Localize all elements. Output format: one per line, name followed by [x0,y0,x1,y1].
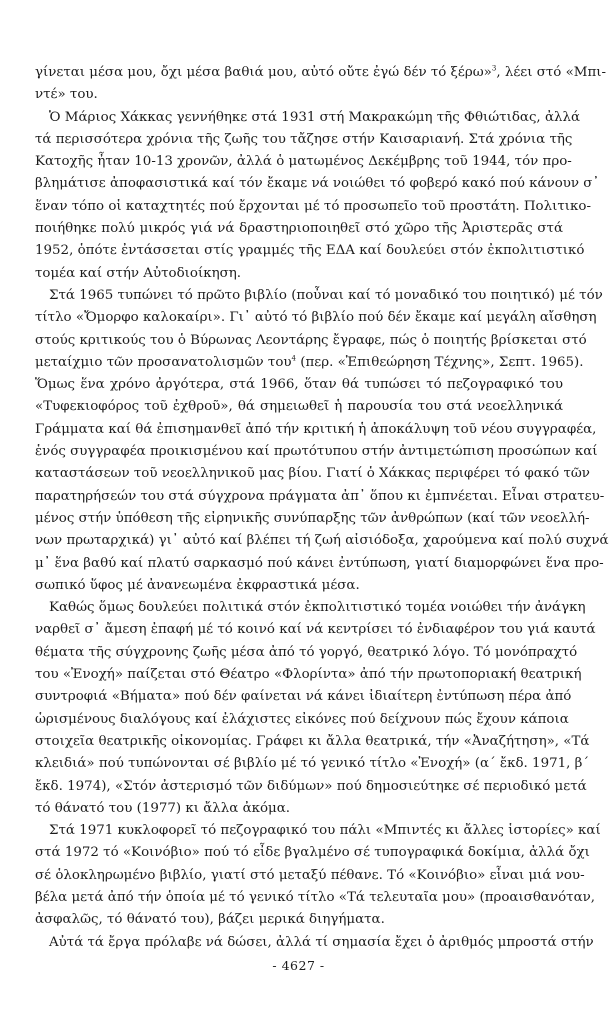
text-line [35,597,586,619]
text-run: τίτλο «Ὄμορφο καλοκαίρι». Γι᾽ αὐτό τό βιβλίο πού δέν ἔκαμε καί μεγάλη αἴσθηση [35,310,597,326]
text-run: ἀσφαλῶς, τό θάνατό του), βάζει μερικά διηγήματα. [35,912,385,928]
text-run: μεταίχμιο τῶν προσανατολισμῶν του [35,354,292,370]
text-line [35,820,601,842]
text-run: τό θάνατό του (1977) κι ἄλλα ἀκόμα. [35,800,291,816]
text-run: ντέ» του. [35,87,98,103]
text-line [35,686,572,708]
paragraph [35,107,600,285]
text-line [35,218,563,240]
text-run: του «Ἐνοχή» παίζεται στό Θέατρο «Φλορίντα» ἀπό τήν πρωτοποριακή θεατρική [35,667,582,683]
text-run: μ᾽ ἕνα βαθύ καί πλατύ σαρκασμό πού κάνει ἐντύπωση, γιατί διαμορφώνει ἕνα προ- [35,555,604,571]
text-run: , λέει στό «Μπι- [496,65,607,80]
paragraph [35,285,609,597]
text-run: κλειδιά» πού τυπώνονται σέ βιβλίο μέ τό γενικό τίτλο «Ἐνοχή» (α΄ ἔκδ. 1971, β΄ [35,756,590,772]
text-line [35,374,563,396]
text-line [35,932,594,954]
text-run: Ὁ Μάριος Χάκκας γεννήθηκε στά 1931 στή Μακρακώμη τῆς Φθιώτιδας, ἀλλά [49,109,581,125]
text-run: στά 1972 τό «Κοινόβιο» πού τό εἶδε βγαλμένο σέ τυπογραφικά δοκίμια, ἀλλά ὄχι [35,845,590,861]
text-line [35,419,597,441]
text-run: ὡρισμένους διαλόγους καί ἐλάχιστες εἰκόνες πού δείχνουν πώς ἔχουν κάποια [35,711,569,727]
text-line [35,441,598,463]
text-run: καταστάσεων τοῦ νεοελληνικοῦ μας βίου. Γιατί ὁ Χάκκας περιφέρει τό φακό τῶν [35,466,590,482]
footnote-marker: 4 [291,354,296,363]
text-run: ἕναν τόπο οἱ καταχτητές πού ἔρχονται μέ τό προσωπεῖο τοῦ προστάτη. Πολιτικο- [35,198,591,214]
text-line [35,887,596,909]
text-line [35,776,587,798]
text-line [35,486,605,508]
text-line [35,798,563,820]
text-run: Γράμματα καί θά ἐπισημανθεῖ ἀπό τήν κριτική ἡ ἀποκάλυψη τοῦ νέου συγγραφέα, [35,421,597,437]
text-line [35,508,590,530]
text-line [35,285,603,307]
text-line [35,240,585,262]
text-line [35,330,587,352]
text-line [35,909,563,931]
text-run: βέλα μετά ἀπό τήν ὁποία μέ τό γενικό τίτλο «Τά τελευταῖα μου» (προαισθανόταν, [35,889,596,905]
text-line [35,575,563,597]
text-run: βλημάτισε ἀποφασιστικά καί τόν ἔκαμε νά νοιώθει τό φοβερό κακό πού κάνουν σ᾽ [35,176,600,192]
body-text [35,62,609,954]
text-run: στούς κριτικούς του ὁ Βύρωνας Λεοντάρης ἔγραφε, πώς ὁ ποιητής βρίσκεται στό [35,332,587,348]
text-line [35,307,597,329]
text-run: Καθώς ὅμως δουλεύει πολιτικά στόν ἐκπολιτιστικό τομέα νοιώθει τήν ἀνάγκη [49,600,586,616]
text-run: (περ. «Ἐπιθεώρηση Τέχνης», Σεπτ. 1965). [296,354,584,370]
text-run: νων πρωταρχικά) γι᾽ αὐτό καί βλέπει τή ζωή αἰσιόδοξα, χαρούμενα καί πολύ συχνά [35,533,609,549]
text-line [35,173,600,195]
text-line [35,530,609,552]
text-line [35,196,591,218]
text-run: σέ ὁλοκληρωμένο βιβλίο, γιατί στό μεταξύ πέθανε. Τό «Κοινόβιο» εἶναι μιά νου- [35,867,585,883]
text-run: θέματα τῆς σύγχρονης ζωῆς μέσα ἀπό τό γοργό, θεατρικό λόγο. Τό μονόπραχτό [35,644,578,660]
text-line [35,129,573,151]
text-run: στοιχεῖα θεατρικῆς οἰκονομίας. Γράφει κι ἄλλα θεατρικά, τήν «Ἀναζήτηση», «Τά [35,733,590,749]
paragraph [35,597,596,820]
text-line [35,107,581,129]
text-run: συντροφιά «Βήματα» πού δέν φαίνεται νά κάνει ἰδιαίτερη ἐντύπωση πέρα ἀπό [35,689,572,705]
text-line [35,664,582,686]
paragraph [35,62,607,107]
text-run: τά περισσότερα χρόνια τῆς ζωῆς του τἄζησε στήν Καισαριανή. Στά χρόνια τῆς [35,131,573,147]
text-run: Κατοχῆς ἦταν 10-13 χρονῶν, ἀλλά ὁ ματωμένος Δεκέμβρης τοῦ 1944, τόν προ- [35,154,572,170]
text-run: 1952, ὁπότε ἐντάσσεται στίς γραμμές τῆς ΕΔΑ καί δουλεύει στόν ἐκπολιτιστικό [35,243,585,259]
page-number: - 4627 - [272,958,325,973]
text-line [35,553,604,575]
footnote-marker: 3 [491,64,497,73]
text-run: «Τυφεκιοφόρος τοῦ ἐχθροῦ», θά σημειωθεῖ ἡ παρουσία του στά νεοελληνικά [35,399,563,415]
text-line [35,753,590,775]
text-run: ποιήθηκε πολύ μικρός γιά νά δραστηριοποιηθεῖ στό χῶρο τῆς Ἀριστερᾶς στά [35,221,563,237]
text-run: ναρθεῖ σ᾽ ἄμεση ἐπαφή μέ τό κοινό καί νά κεντρίσει τό ἐνδιαφέρον του γιά καυτά [35,622,596,638]
text-line [35,842,590,864]
text-line [35,865,585,887]
text-line [35,263,563,285]
paragraph [35,820,601,931]
text-run: Ὅμως ἕνα χρόνο ἀργότερα, στά 1966, ὅταν θά τυπώσει τό πεζογραφικό του [35,377,563,393]
text-line [35,62,607,84]
text-run: ἔκδ. 1974), «Στόν ἀστερισμό τῶν διδύμων» πού δημοσιεύτηκε σέ περιοδικό μετά [35,778,587,794]
text-line [35,352,584,374]
text-run: Στά 1965 τυπώνει τό πρῶτο βιβλίο (ποὖναι καί τό μοναδικό του ποιητικό) μέ τόν [49,287,603,303]
text-line [35,84,563,106]
text-run: Στά 1971 κυκλοφορεῖ τό πεζογραφικό του πάλι «Μπιντές κι ἄλλες ἱστορίες» καί [49,823,601,839]
text-line [35,642,578,664]
text-line [35,396,563,418]
text-line [35,619,596,641]
text-run: γίνεται μέσα μου, ὄχι μέσα βαθιά μου, αὐτό οὔτε ἐγώ δέν τό ξέρω» [35,65,492,80]
text-run: μένος στήν ὑπόθεση τῆς εἰρηνικῆς συνύπαρξης τῶν ἀνθρώπων (καί τῶν νεοελλή- [35,510,590,526]
text-run: ἑνός συγγραφέα προικισμένου καί πρωτότυπου στήν ἀντιμετώπιση προσώπων καί [35,444,598,460]
text-line [35,151,572,173]
text-run: τομέα καί στήν Αὐτοδιοίκηση. [35,265,242,281]
text-line [35,463,590,485]
text-run: παρατηρήσεών του στά σύγχρονα πράγματα ἀπ᾽ ὅπου κι ἐμπνέεται. Εἶναι στρατευ- [35,488,605,504]
text-run: Αὐτά τά ἔργα πρόλαβε νά δώσει, ἀλλά τί σημασία ἔχει ὁ ἀριθμός μπροστά στήν [49,934,594,950]
text-line [35,731,590,753]
text-run: σωπικό ὕφος μέ ἀνανεωμένα ἐκφραστικά μέσα. [35,577,360,593]
paragraph [35,932,594,954]
text-line [35,709,569,731]
